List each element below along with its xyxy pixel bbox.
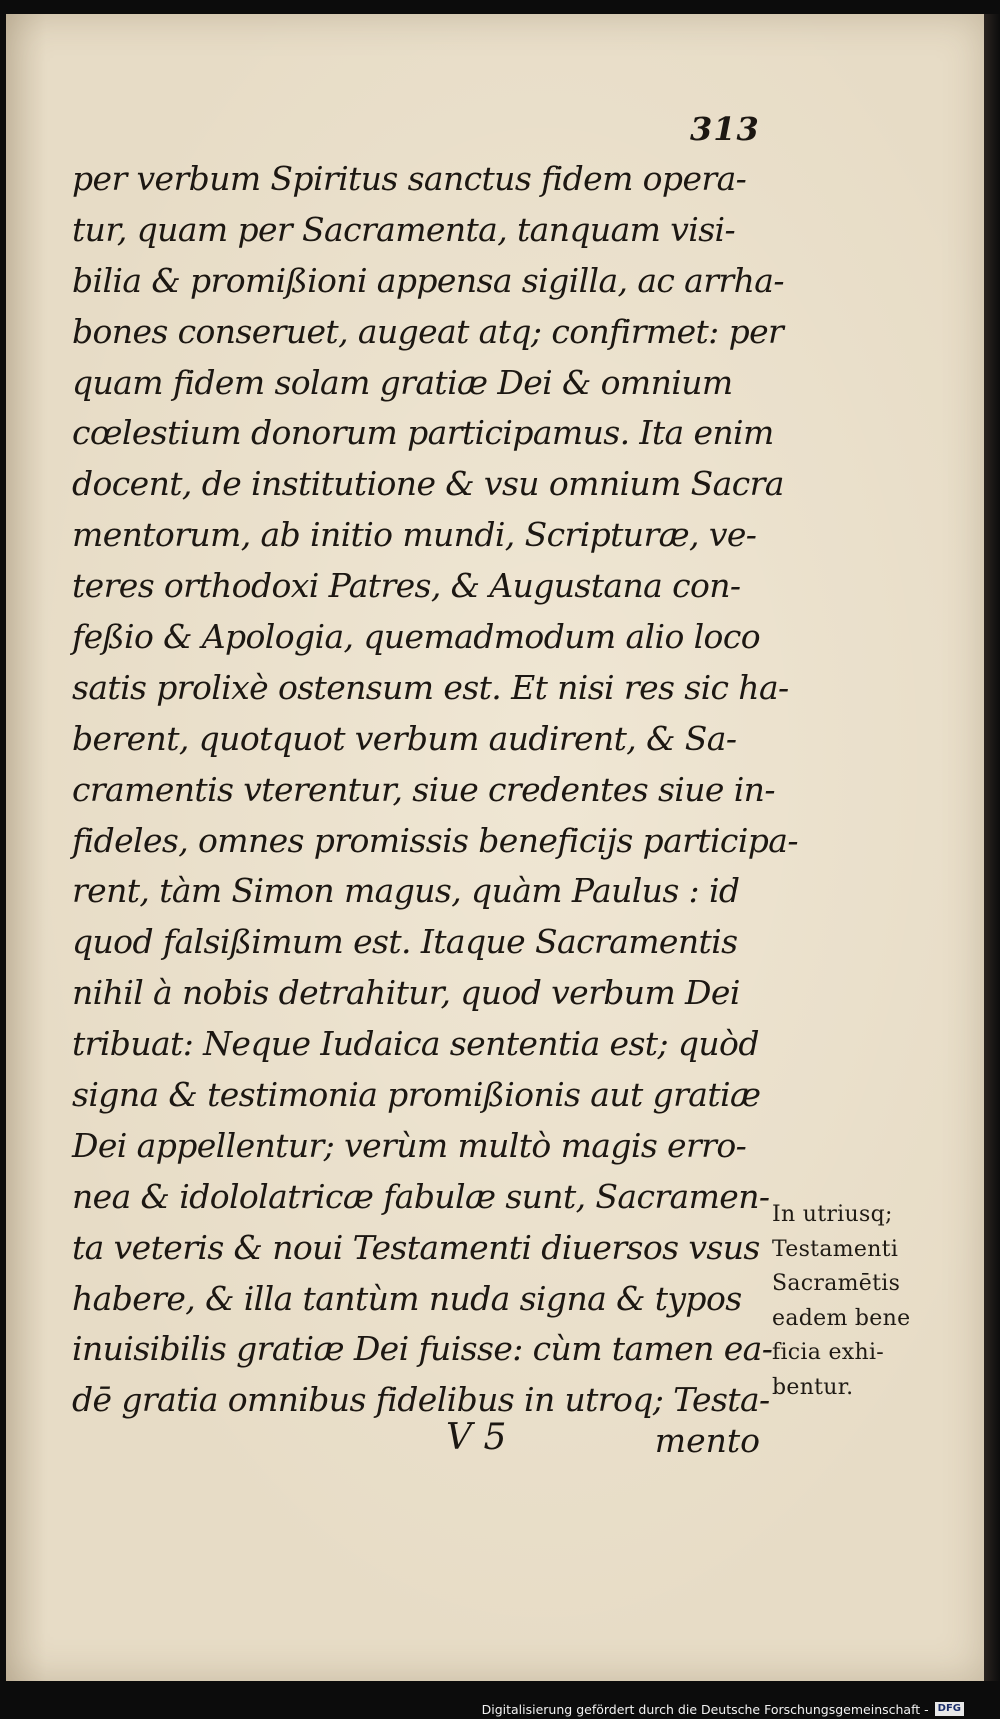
text-line: satis prolixè ostensum est. Et nisi res sic ha- [72,667,789,707]
text-line: signa & testimonia promißionis aut gratiæ [72,1075,761,1115]
text-line: nea & idololatricæ fabulæ sunt, Sacramen- [72,1176,770,1216]
text-line: bones conseruet, augeat atq; confirmet: per [72,311,784,351]
text-line: mentorum, ab initio mundi, Scripturæ, ve- [72,515,757,555]
footer-corner [970,1699,1000,1719]
text-line: habere, & illa tantùm nuda signa & typos [72,1278,742,1318]
marginal-note-line: bentur. [772,1374,854,1400]
text-line: Dei appellentur; verùm multò magis erro- [72,1125,747,1165]
page-number: 313 [690,110,760,148]
marginal-note-line: Sacramētis [772,1271,901,1297]
text-line: quod falsißimum est. Itaque Sacramentis [72,922,738,962]
page-edge-shadow [984,14,1000,1681]
text-line: rent, tàm Simon magus, quàm Paulus : id [72,871,740,911]
text-line: feßio & Apologia, quemadmodum alio loco [72,617,760,657]
catchword: mento [654,1421,760,1460]
text-line: cramentis vterentur, siue credentes siue in- [72,769,775,809]
marginal-note-line: Testamenti [772,1236,899,1262]
text-line: berent, quotquot verbum audirent, & Sa- [72,718,737,758]
dfg-logo: DFG [935,1702,964,1716]
footer-credit [482,1699,964,1719]
marginal-note-line: eadem bene [772,1305,911,1331]
text-line: teres orthodoxi Patres, & Augustana con- [72,566,741,606]
main-text-block [72,154,798,1426]
text-line: cœlestium donorum participamus. Ita enim [72,413,774,453]
text-line: per verbum Spiritus sanctus fidem opera- [72,159,747,198]
text-line: docent, de institutione & vsu omnium Sacra [72,464,784,504]
text-line: quam fidem solam gratiæ Dei & omnium [72,362,733,402]
text-line: ta veteris & noui Testamenti diuersos vsus [72,1227,760,1267]
text-line: nihil à nobis detrahitur, quod verbum Dei [72,973,740,1013]
text-line: tribuat: Neque Iudaica sententia est; quòd [72,1024,759,1064]
text-line: tur, quam per Sacramenta, tanquam visi- [72,209,736,249]
text-line: inuisibilis gratiæ Dei fuisse: cùm tamen ea- [72,1329,773,1369]
marginal-note-line: In utriusq; [772,1202,893,1227]
text-line: bilia & promißioni appensa sigilla, ac arrha- [72,260,784,300]
signature-line [446,1417,766,1471]
marginal-note-line: ficia exhi- [772,1340,885,1366]
funding-credit-text: Digitalisierung gefördert durch die Deutsche Forschungsgemeinschaft - [481,1701,929,1717]
book-page [6,14,984,1681]
text-line: dē gratia omnibus fidelibus in utroq; Testa- [72,1380,770,1420]
signature-mark: V 5 [446,1417,507,1458]
text-line: fideles, omnes promissis beneficijs participa- [72,820,798,860]
marginal-note [772,1198,942,1406]
